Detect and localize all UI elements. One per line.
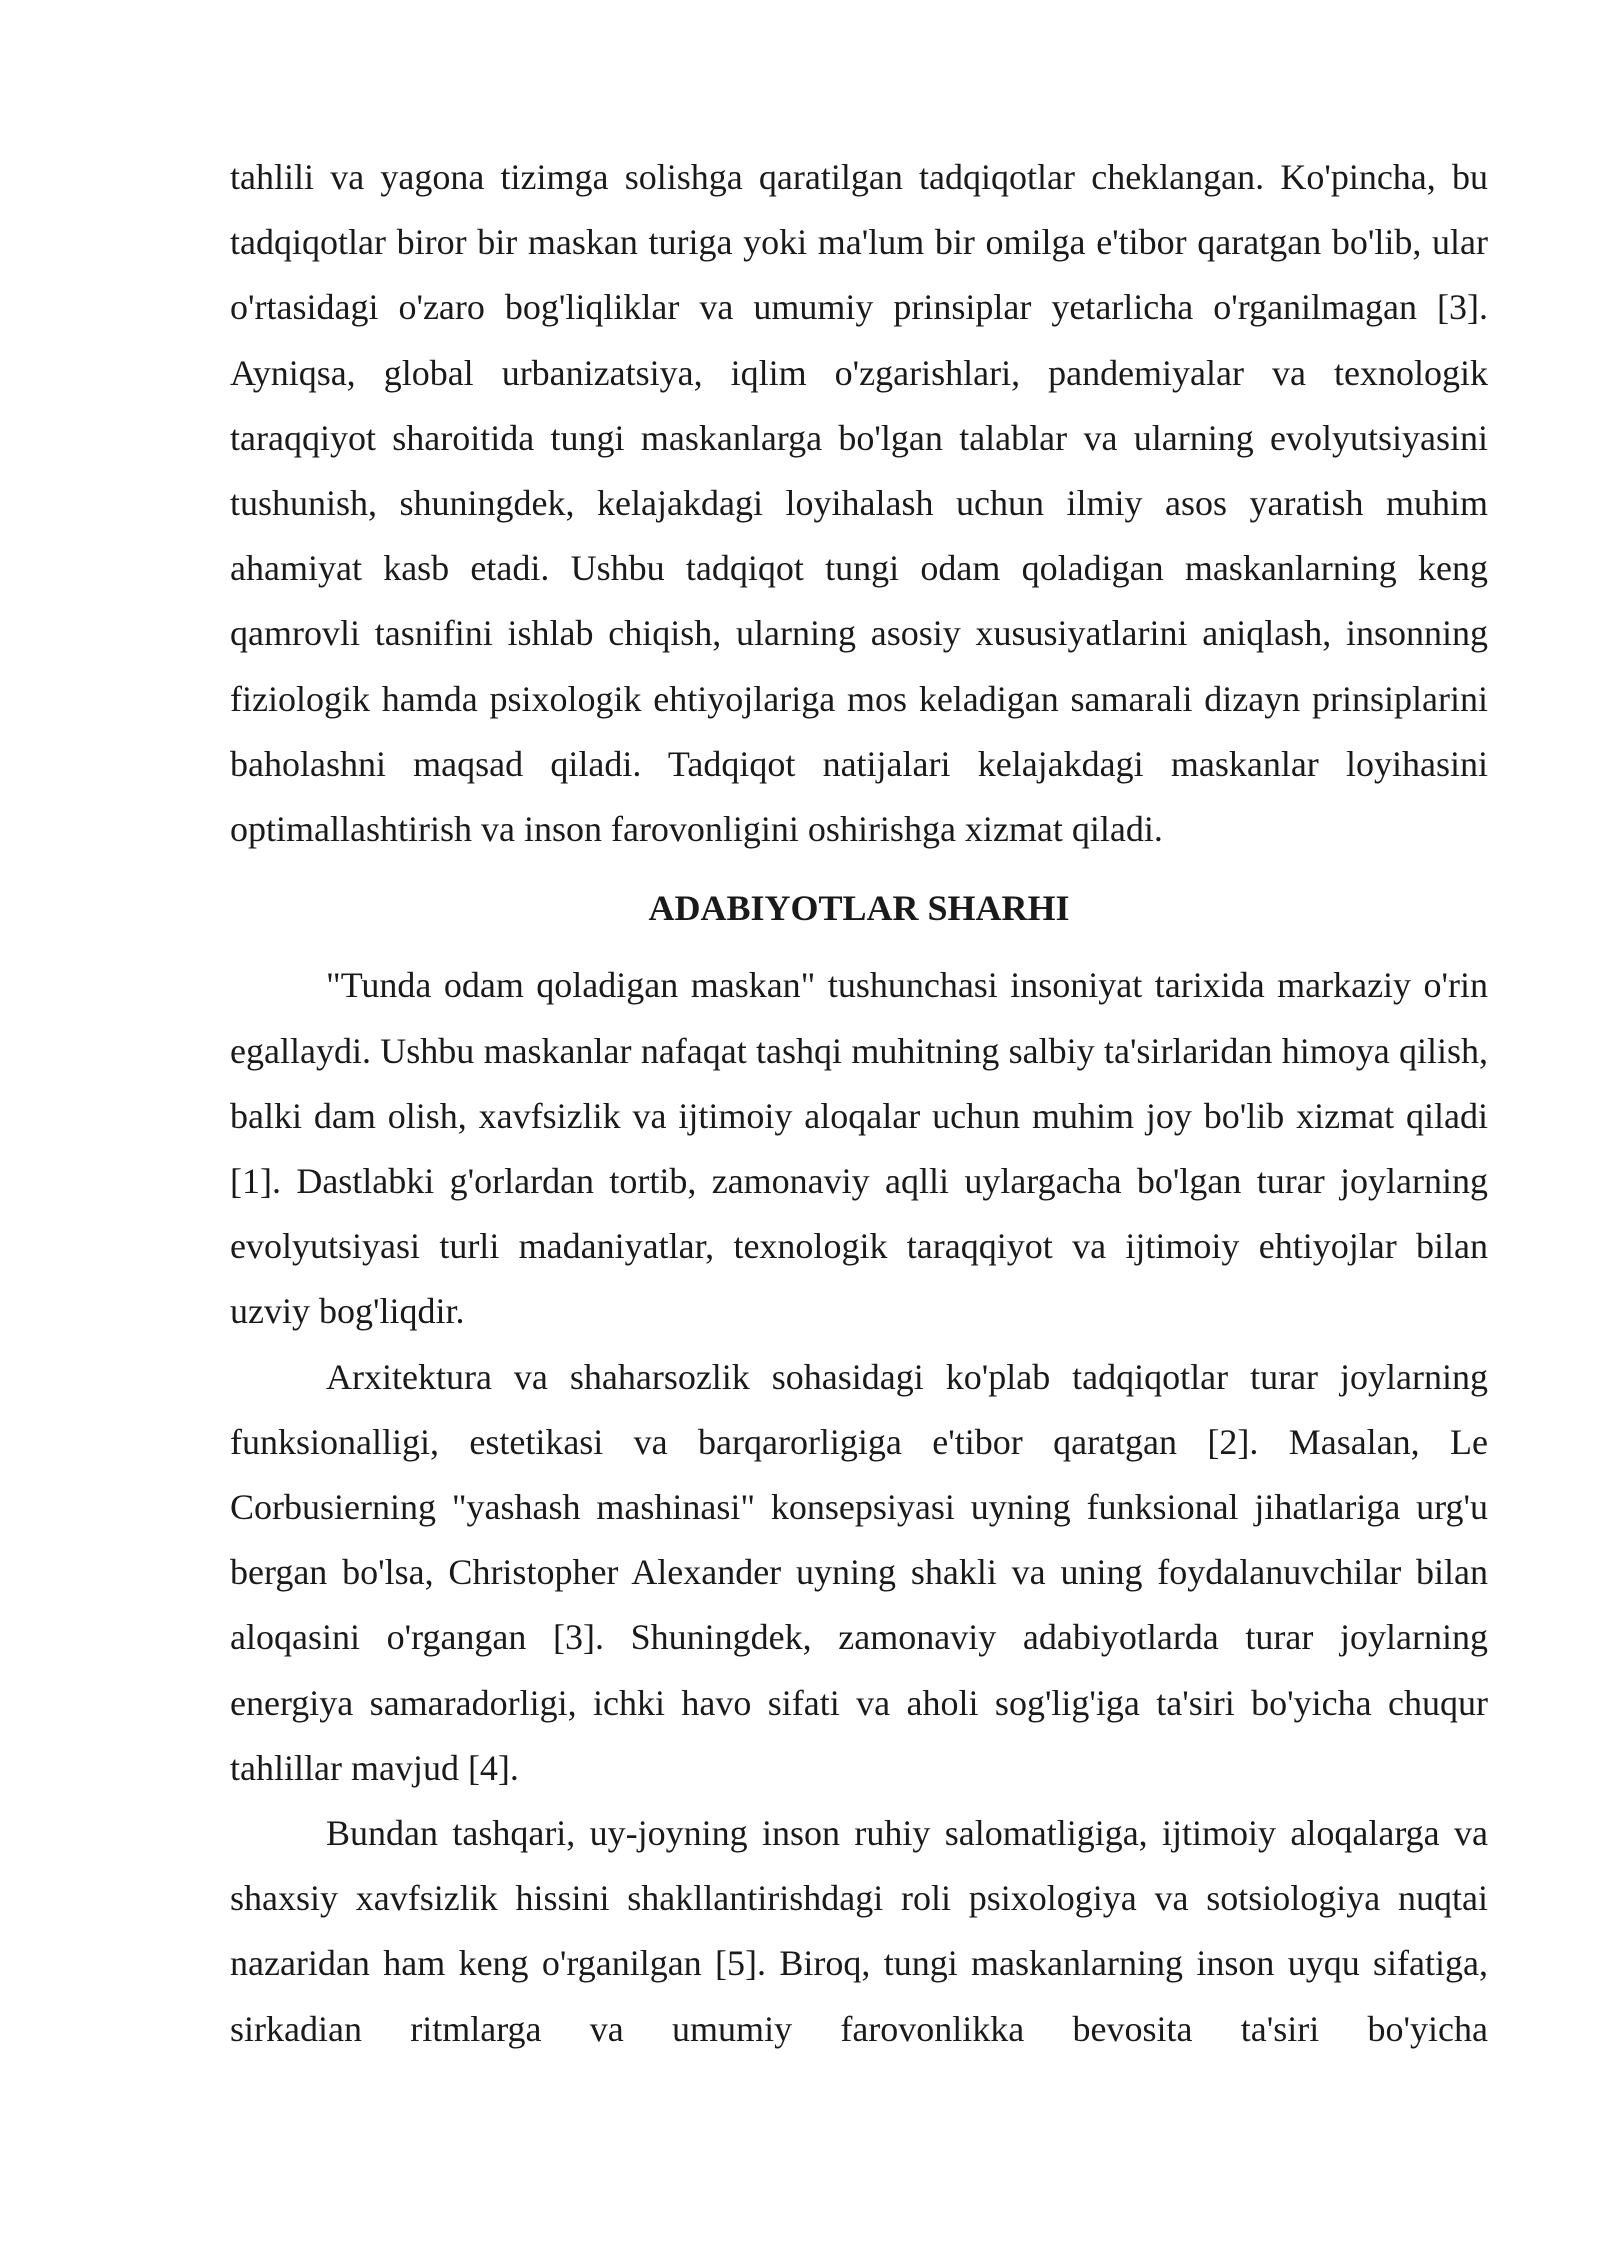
document-page — [230, 145, 1488, 2062]
intro-paragraph-continued: tahlili va yagona tizimga solishga qaratilgan tadqiqotlar cheklangan. Ko'pincha, bu tadqiqotlar biror bir maskan turiga yoki ma'lum bir omilga e'tibor qaratgan bo'lib, ular o'rtasidagi o'zaro bog'liqliklar va umumiy prinsiplar yetarlicha o'rganilmagan [3]. Ayniqsa, global urbanizatsiya, iqlim o'zgarishlari, pandemiyalar va texnologik taraqqiyot sharoitida tungi maskanlarga bo'lgan talablar va ularning evolyutsiyasini tushunish, shuningdek, kelajakdagi loyihalash uchun ilmiy asos yaratish muhim ahamiyat kasb etadi. Ushbu tadqiqot tungi odam qoladigan maskanlarning keng qamrovli tasnifini ishlab chiqish, ularning asosiy xususiyatlarini aniqlash, insonning fiziologik hamda psixologik ehtiyojlariga mos keladigan samarali dizayn prinsiplarini baholashni maqsad qiladi. Tadqiqot natijalari kelajakdagi maskanlar loyihasini optimallashtirish va inson farovonligini oshirishga xizmat qiladi. — [230, 157, 1488, 850]
section-paragraph-1: "Tunda odam qoladigan maskan" tushunchasi insoniyat tarixida markaziy o'rin egallaydi. Ushbu maskanlar nafaqat tashqi muhitning salbiy ta'sirlaridan himoya qilish, balki dam olish, xavfsizlik va ijtimoiy aloqalar uchun muhim joy bo'lib xizmat qiladi [1]. Dastlabki g'orlardan tortib, zamonaviy aqlli uylargacha bo'lgan turar joylarning evolyutsiyasi turli madaniyatlar, texnologik taraqqiyot va ijtimoiy ehtiyojlar bilan uzviy bog'liqdir. — [230, 965, 1488, 1332]
section-paragraph-2: Arxitektura va shaharsozlik sohasidagi ko'plab tadqiqotlar turar joylarning funksionalligi, estetikasi va barqarorligiga e'tibor qaratgan [2]. Masalan, Le Corbusierning "yashash mashinasi" konsepsiyasi uyning funksional jihatlariga urg'u bergan bo'lsa, Christopher Alexander uyning shakli va uning foydalanuvchilar bilan aloqasini o'rgangan [3]. Shuningdek, zamonaviy adabiyotlarda turar joylarning energiya samaradorligi, ichki havo sifati va aholi sog'lig'iga ta'siri bo'yicha chuqur tahlillar mavjud [4]. — [230, 1356, 1488, 1788]
section-paragraph-3: Bundan tashqari, uy-joyning inson ruhiy salomatligiga, ijtimoiy aloqalarga va shaxsiy xavfsizlik hissini shakllantirishdagi roli psixologiya va sotsiologiya nuqtai nazaridan ham keng o'rganilgan [5]. Biroq, tungi maskanlarning inson uyqu sifatiga, sirkadian ritmlarga va umumiy farovonlikka bevosita ta'siri bo'yicha — [230, 1813, 1488, 2049]
section-heading: ADABIYOTLAR SHARHI — [648, 888, 1070, 929]
